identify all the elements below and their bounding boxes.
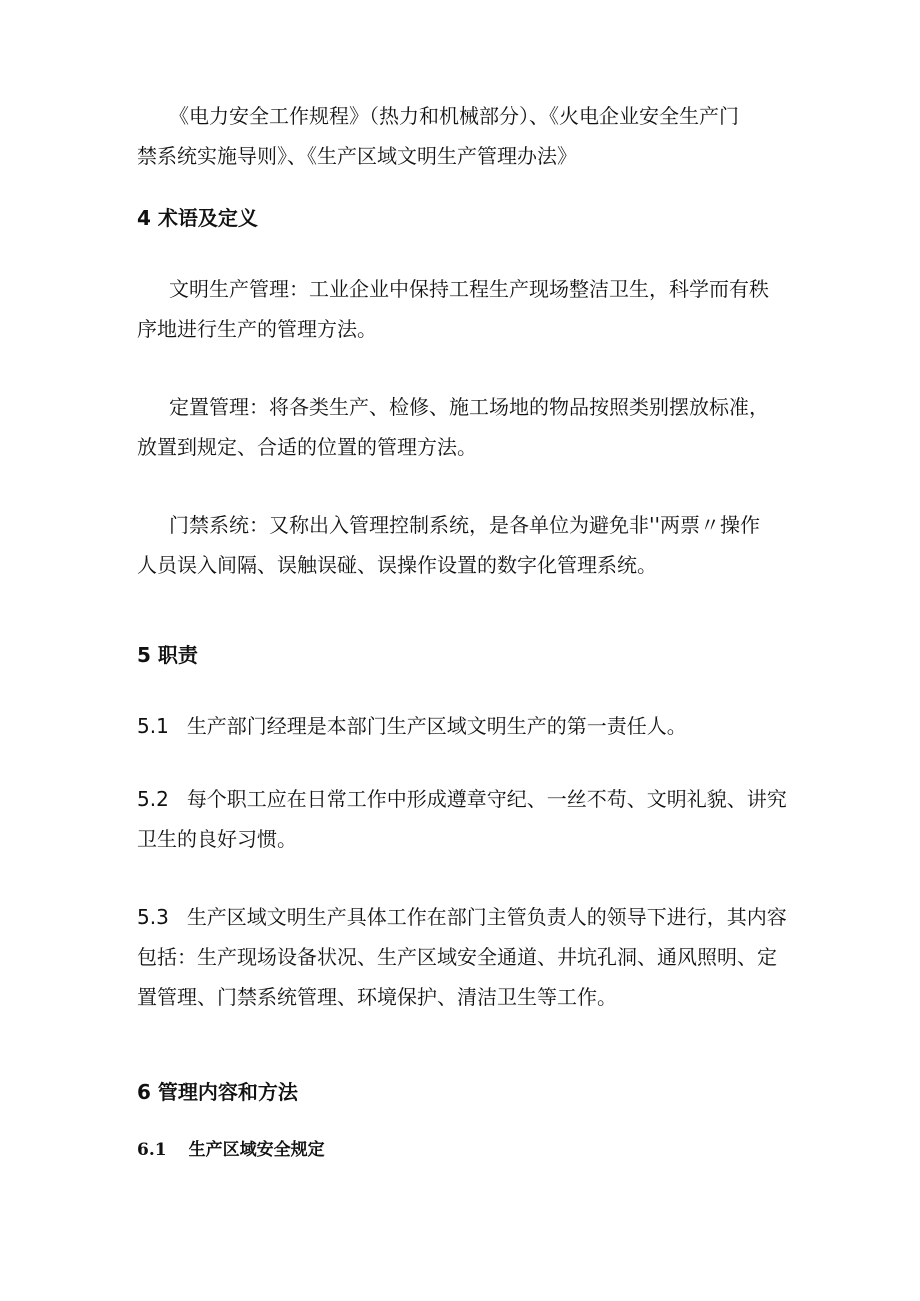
responsibility-item xyxy=(137,706,787,746)
definition-line: 放置到规定、合适的位置的管理方法。 xyxy=(137,435,477,459)
responsibility-item xyxy=(137,897,787,1017)
subsection-number: 6.1 xyxy=(137,1140,167,1160)
item-number: 5.2 xyxy=(137,787,169,811)
definition-paragraph xyxy=(137,269,787,349)
definition-paragraph xyxy=(137,505,787,585)
item-text: 生产部门经理是本部门生产区域文明生产的第一责任人。 xyxy=(186,714,687,738)
definition-line: 门禁系统：又称出入管理控制系统，是各单位为避免非''两票〃操作 xyxy=(169,513,760,537)
section-4-heading: 4 术语及定义 xyxy=(137,206,258,230)
definition-line: 序地进行生产的管理方法。 xyxy=(137,317,377,341)
definition-line: 人员误入间隔、误触误碰、误操作设置的数字化管理系统。 xyxy=(137,553,657,577)
section-6-heading: 6 管理内容和方法 xyxy=(137,1080,298,1104)
item-text: 置管理、门禁系统管理、环境保护、清洁卫生等工作。 xyxy=(137,985,617,1009)
references-paragraph xyxy=(137,96,787,176)
item-text: 包括：生产现场设备状况、生产区域安全通道、井坑孔洞、通风照明、定 xyxy=(137,945,777,969)
definition-paragraph xyxy=(137,387,787,467)
item-text: 每个职工应在日常工作中形成遵章守纪、一丝不苟、文明礼貌、讲究 xyxy=(186,787,787,811)
item-text: 生产区域文明生产具体工作在部门主管负责人的领导下进行，其内容 xyxy=(186,905,787,929)
definition-line: 定置管理：将各类生产、检修、施工场地的物品按照类别摆放标准， xyxy=(169,395,769,419)
item-number: 5.1 xyxy=(137,714,169,738)
responsibility-item xyxy=(137,779,787,859)
references-line: 禁系统实施导则》、《生产区域文明生产管理办法》 xyxy=(137,144,577,168)
section-5-heading: 5 职责 xyxy=(137,643,198,667)
item-text: 卫生的良好习惯。 xyxy=(137,827,297,851)
references-line: 《电力安全工作规程》（热力和机械部分）、《火电企业安全生产门 xyxy=(169,104,739,128)
subsection-6-1-heading xyxy=(137,1138,325,1162)
subsection-title: 生产区域安全规定 xyxy=(188,1140,325,1160)
item-number: 5.3 xyxy=(137,905,169,929)
definition-line: 文明生产管理：工业企业中保持工程生产现场整洁卫生，科学而有秩 xyxy=(169,277,769,301)
